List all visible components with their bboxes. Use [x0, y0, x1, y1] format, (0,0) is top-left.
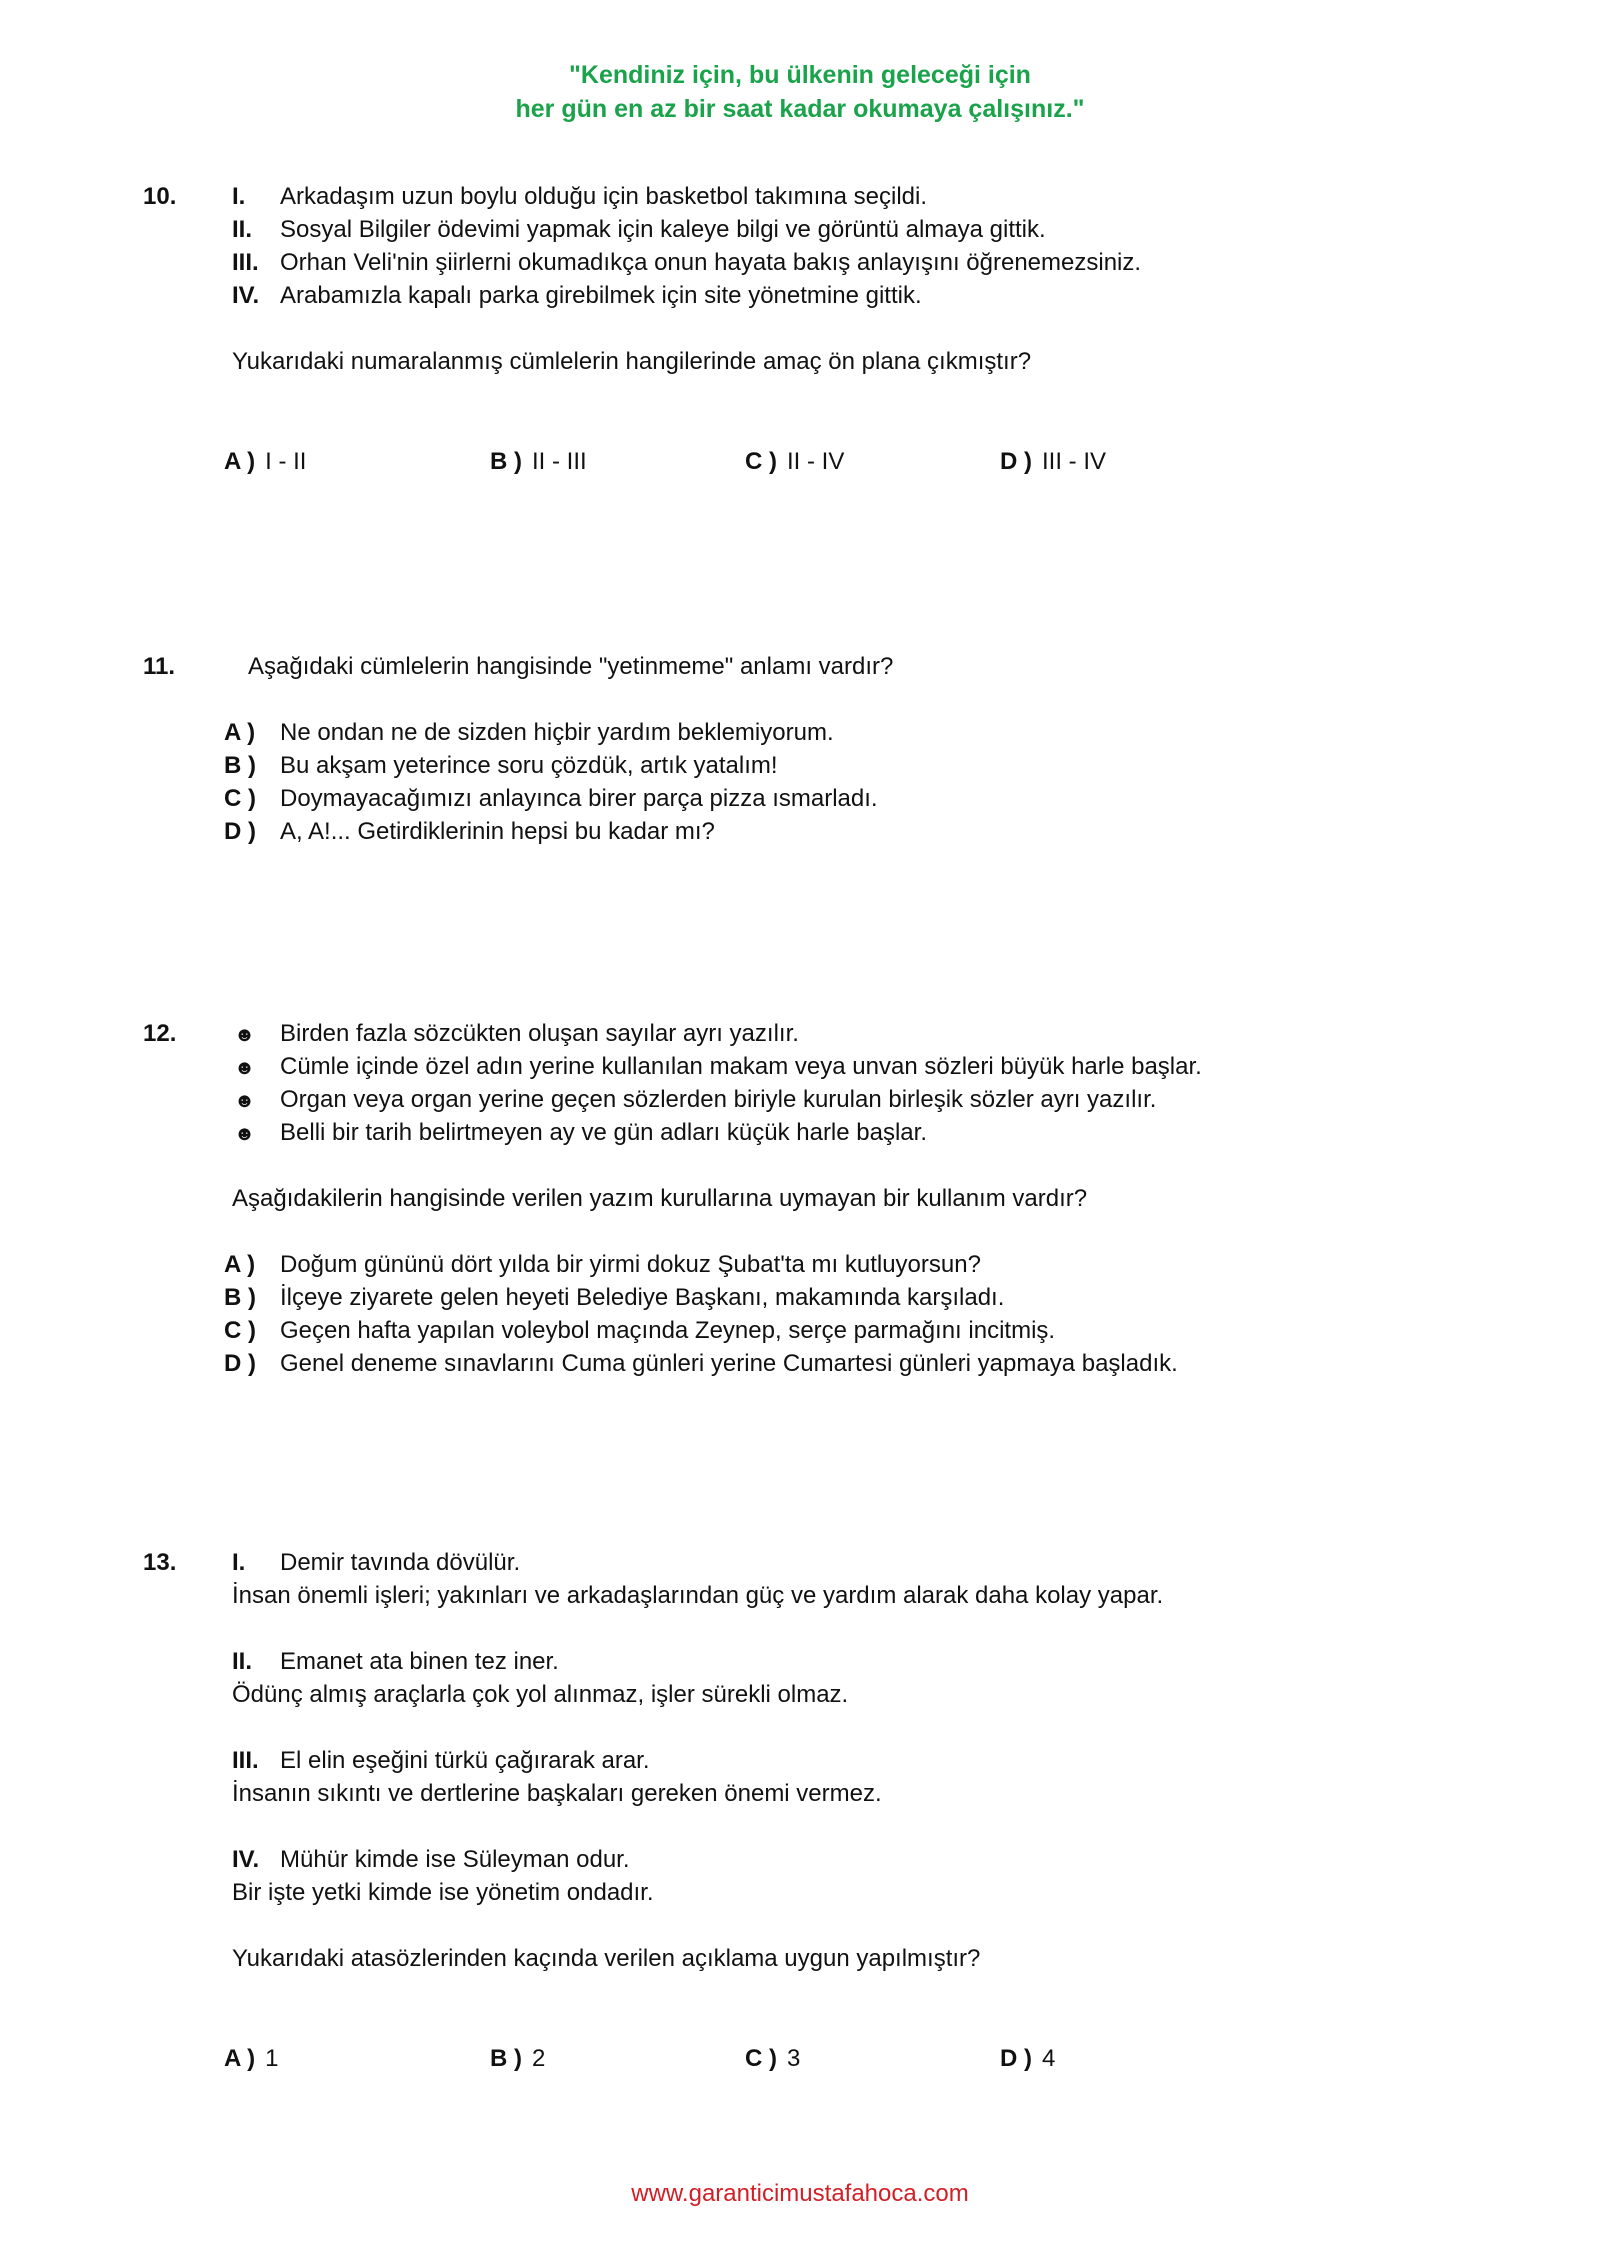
question-number: 11.	[143, 653, 176, 680]
motto-line-2: her gün en az bir saat kadar okumaya çalışınız."	[515, 95, 1085, 123]
proverb-explanation: İnsan önemli işleri; yakınları ve arkadaşlarından güç ve yardım alarak daha kolay yapar.	[232, 1582, 1164, 1609]
option-d[interactable]	[224, 815, 715, 848]
option-a[interactable]	[224, 716, 834, 749]
rule-item	[232, 1017, 799, 1052]
roman-label: II.	[232, 1648, 253, 1675]
statement-text: Arabamızla kapalı parka girebilmek için site yönetmine gittik.	[280, 282, 922, 309]
statement-item	[232, 246, 1141, 279]
roman-label: III.	[232, 1747, 259, 1774]
option-a[interactable]	[224, 445, 306, 478]
option-text: 4	[1042, 2045, 1056, 2072]
statement-text: Orhan Veli'nin şiirlerni okumadıkça onun hayata bakış anlayışını öğrenemezsiniz.	[280, 249, 1142, 276]
proverb-text: Emanet ata binen tez iner.	[280, 1648, 559, 1675]
rule-item	[232, 1050, 1202, 1085]
option-b[interactable]	[224, 1281, 1004, 1314]
option-label: C )	[224, 1317, 256, 1344]
option-label: D )	[1000, 448, 1032, 475]
proverb-explanation: İnsanın sıkıntı ve dertlerine başkaları gereken önemi vermez.	[232, 1780, 882, 1807]
option-label: B )	[490, 448, 522, 475]
option-c[interactable]	[745, 2042, 800, 2075]
rule-item	[232, 1083, 1156, 1118]
proverb-item	[232, 1546, 520, 1579]
option-text: A, A!... Getirdiklerinin hepsi bu kadar mı?	[280, 818, 715, 845]
website-footer-link[interactable]: www.garanticimustafahoca.com	[631, 2180, 969, 2207]
question-prompt: Yukarıdaki numaralanmış cümlelerin hangilerinde amaç ön plana çıkmıştır?	[232, 348, 1032, 375]
smiley-bullet-icon: ☻	[234, 1024, 256, 1046]
option-a[interactable]	[224, 2042, 278, 2075]
question-prompt: Aşağıdakilerin hangisinde verilen yazım kurullarına uymayan bir kullanım vardır?	[232, 1185, 1088, 1212]
option-label: D )	[1000, 2045, 1032, 2072]
motto-line-1: "Kendiniz için, bu ülkenin geleceği için	[569, 61, 1031, 89]
option-text: Geçen hafta yapılan voleybol maçında Zeynep, serçe parmağını incitmiş.	[280, 1317, 1056, 1344]
option-text: Ne ondan ne de sizden hiçbir yardım beklemiyorum.	[280, 719, 834, 746]
roman-label: I.	[232, 183, 246, 210]
option-d[interactable]	[1000, 2042, 1055, 2075]
option-label: A )	[224, 719, 256, 746]
roman-label: I.	[232, 1549, 246, 1576]
option-text: I - II	[265, 448, 307, 475]
proverb-explanation: Bir işte yetki kimde ise yönetim ondadır.	[232, 1879, 654, 1906]
option-d[interactable]	[224, 1347, 1178, 1380]
option-label: A )	[224, 2045, 256, 2072]
statement-item	[232, 213, 1046, 246]
proverb-text: Demir tavında dövülür.	[280, 1549, 521, 1576]
smiley-bullet-icon: ☻	[234, 1090, 256, 1112]
statement-item	[232, 180, 927, 213]
option-label: D )	[224, 818, 256, 845]
option-text: II - III	[532, 448, 587, 475]
option-label: C )	[224, 785, 256, 812]
option-text: III - IV	[1042, 448, 1107, 475]
statement-text: Sosyal Bilgiler ödevimi yapmak için kaleye bilgi ve görüntü almaya gittik.	[280, 216, 1046, 243]
option-c[interactable]	[224, 782, 878, 815]
option-b[interactable]	[224, 749, 778, 782]
roman-label: IV.	[232, 1846, 260, 1873]
roman-label: IV.	[232, 282, 260, 309]
proverb-explanation: Ödünç almış araçlarla çok yol alınmaz, işler sürekli olmaz.	[232, 1681, 849, 1708]
option-text: II - IV	[787, 448, 845, 475]
option-text: Doymayacağımızı anlayınca birer parça pizza ısmarladı.	[280, 785, 878, 812]
smiley-bullet-icon: ☻	[234, 1123, 256, 1145]
option-c[interactable]	[745, 445, 844, 478]
option-d[interactable]	[1000, 445, 1106, 478]
option-label: A )	[224, 448, 256, 475]
proverb-text: Mühür kimde ise Süleyman odur.	[280, 1846, 630, 1873]
option-label: A )	[224, 1251, 256, 1278]
option-c[interactable]	[224, 1314, 1055, 1347]
option-label: B )	[224, 1284, 256, 1311]
rule-text: Organ veya organ yerine geçen sözlerden biriyle kurulan birleşik sözler ayrı yazılır.	[280, 1086, 1157, 1113]
option-a[interactable]	[224, 1248, 981, 1281]
option-text: Doğum gününü dört yılda bir yirmi dokuz Şubat'ta mı kutluyorsun?	[280, 1251, 981, 1278]
option-label: D )	[224, 1350, 256, 1377]
proverb-item	[232, 1744, 650, 1777]
roman-label: II.	[232, 216, 253, 243]
option-label: B )	[490, 2045, 522, 2072]
proverb-item	[232, 1645, 559, 1678]
rule-text: Cümle içinde özel adın yerine kullanılan makam veya unvan sözleri büyük harle başlar.	[280, 1053, 1202, 1080]
question-prompt: Yukarıdaki atasözlerinden kaçında verilen açıklama uygun yapılmıştır?	[232, 1945, 981, 1972]
option-text: Genel deneme sınavlarını Cuma günleri yerine Cumartesi günleri yapmaya başladık.	[280, 1350, 1178, 1377]
rule-text: Belli bir tarih belirtmeyen ay ve gün adları küçük harle başlar.	[280, 1119, 927, 1146]
question-number: 10.	[143, 183, 177, 210]
option-text: 2	[532, 2045, 546, 2072]
rule-item	[232, 1116, 927, 1151]
proverb-item	[232, 1843, 630, 1876]
statement-text: Arkadaşım uzun boylu olduğu için basketbol takımına seçildi.	[280, 183, 928, 210]
option-label: C )	[745, 2045, 777, 2072]
proverb-text: El elin eşeğini türkü çağırarak arar.	[280, 1747, 650, 1774]
question-number: 12.	[143, 1020, 177, 1047]
option-label: B )	[224, 752, 256, 779]
option-text: Bu akşam yeterince soru çözdük, artık yatalım!	[280, 752, 778, 779]
motto-header	[0, 58, 1600, 126]
option-label: C )	[745, 448, 777, 475]
rule-text: Birden fazla sözcükten oluşan sayılar ayrı yazılır.	[280, 1020, 799, 1047]
option-text: 3	[787, 2045, 801, 2072]
smiley-bullet-icon: ☻	[234, 1057, 256, 1079]
option-b[interactable]	[490, 445, 587, 478]
question-number: 13.	[143, 1549, 177, 1576]
option-text: 1	[265, 2045, 279, 2072]
option-b[interactable]	[490, 2042, 545, 2075]
option-text: İlçeye ziyarete gelen heyeti Belediye Başkanı, makamında karşıladı.	[280, 1284, 1005, 1311]
roman-label: III.	[232, 249, 259, 276]
statement-item	[232, 279, 922, 312]
question-prompt: Aşağıdaki cümlelerin hangisinde "yetinmeme" anlamı vardır?	[248, 653, 894, 680]
